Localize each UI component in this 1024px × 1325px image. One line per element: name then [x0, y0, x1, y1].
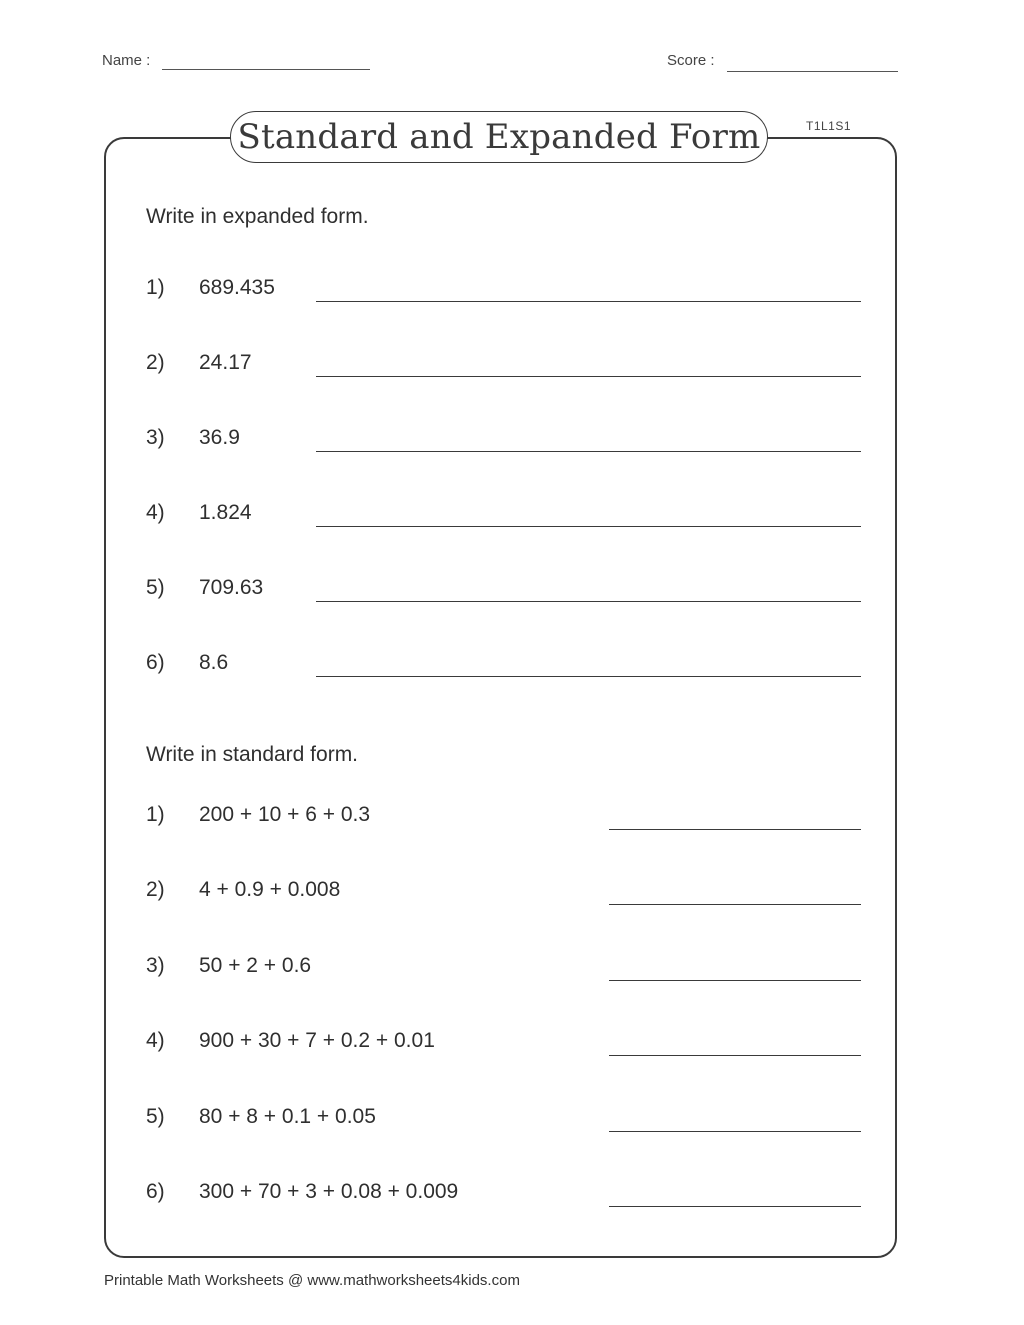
standard-problem-2	[0, 878, 1024, 918]
problem-number: 1)	[146, 803, 165, 826]
problem-value: 8.6	[199, 651, 229, 674]
answer-line[interactable]	[316, 301, 861, 302]
worksheet-title: Standard and Expanded Form	[237, 117, 761, 157]
problem-number: 4)	[146, 1029, 165, 1052]
expanded-problem-5	[0, 576, 1024, 616]
problem-value: 200 + 10 + 6 + 0.3	[199, 803, 371, 826]
expanded-section-instruction: Write in expanded form.	[146, 205, 369, 228]
problem-number: 1)	[146, 276, 165, 299]
answer-line[interactable]	[609, 980, 861, 981]
answer-line[interactable]	[316, 376, 861, 377]
problem-number: 3)	[146, 954, 165, 977]
title-banner	[230, 111, 768, 163]
problem-value: 689.435	[199, 276, 275, 299]
problem-value: 50 + 2 + 0.6	[199, 954, 312, 977]
expanded-problem-6	[0, 651, 1024, 691]
answer-line[interactable]	[609, 1206, 861, 1207]
expanded-problem-1	[0, 276, 1024, 316]
problem-number: 6)	[146, 1180, 165, 1203]
answer-line[interactable]	[316, 676, 861, 677]
answer-line[interactable]	[316, 601, 861, 602]
problem-number: 5)	[146, 1105, 165, 1128]
problem-value: 709.63	[199, 576, 264, 599]
standard-problem-4	[0, 1029, 1024, 1069]
problem-value: 300 + 70 + 3 + 0.08 + 0.009	[199, 1180, 459, 1203]
expanded-problem-3	[0, 426, 1024, 466]
problem-number: 3)	[146, 426, 165, 449]
answer-line[interactable]	[316, 451, 861, 452]
footer-credit: Printable Math Worksheets @ www.mathworksheets4kids.com	[104, 1272, 520, 1289]
standard-section-instruction: Write in standard form.	[146, 743, 359, 766]
problem-value: 24.17	[199, 351, 252, 374]
answer-line[interactable]	[609, 1055, 861, 1056]
worksheet-code: T1L1S1	[806, 119, 852, 133]
name-field-line[interactable]	[162, 69, 370, 70]
problem-number: 5)	[146, 576, 165, 599]
standard-problem-3	[0, 954, 1024, 994]
problem-number: 4)	[146, 501, 165, 524]
problem-value: 900 + 30 + 7 + 0.2 + 0.01	[199, 1029, 435, 1052]
expanded-problem-2	[0, 351, 1024, 391]
standard-problem-5	[0, 1105, 1024, 1145]
answer-line[interactable]	[609, 1131, 861, 1132]
problem-number: 2)	[146, 878, 165, 901]
problem-number: 6)	[146, 651, 165, 674]
answer-line[interactable]	[316, 526, 861, 527]
problem-value: 4 + 0.9 + 0.008	[199, 878, 341, 901]
standard-problem-6	[0, 1180, 1024, 1220]
answer-line[interactable]	[609, 829, 861, 830]
problem-value: 1.824	[199, 501, 252, 524]
problem-value: 80 + 8 + 0.1 + 0.05	[199, 1105, 376, 1128]
standard-problem-1	[0, 803, 1024, 843]
problem-number: 2)	[146, 351, 165, 374]
answer-line[interactable]	[609, 904, 861, 905]
score-label: Score :	[667, 52, 715, 69]
expanded-problem-4	[0, 501, 1024, 541]
score-field-line[interactable]	[727, 71, 898, 72]
name-label: Name :	[102, 52, 151, 69]
problem-value: 36.9	[199, 426, 240, 449]
